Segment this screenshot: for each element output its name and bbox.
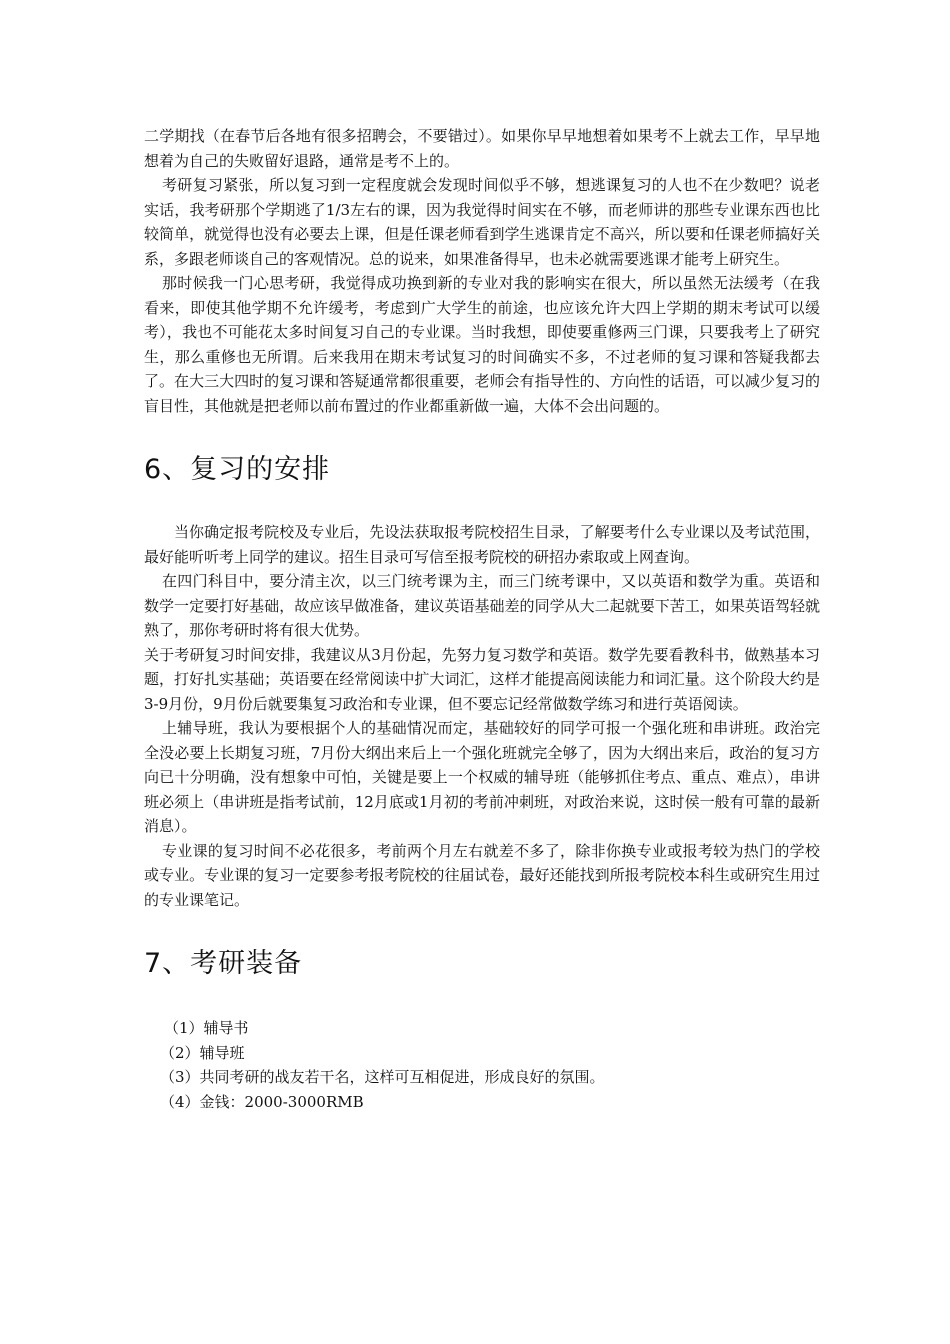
list-item: （4）金钱：2000-3000RMB	[160, 1092, 364, 1111]
document-body	[144, 124, 820, 1114]
list-item: （2）辅导班	[160, 1043, 245, 1062]
paragraph-major-course: 专业课的复习时间不必花很多，考前两个月左右就差不多了，除非你换专业或报考较为热门的学校或专业。专业课的复习一定要参考报考院校的往届试卷，最好还能找到所报考院校本科生或研究生用过的专业课笔记。	[144, 841, 820, 909]
paragraph-admission-catalog: 当你确定报考院校及专业后，先设法获取报考院校招生目录，了解要考什么专业课以及考试范围，最好能听听考上同学的建议。招生目录可写信至报考院校的研招办索取或上网查询。	[144, 523, 820, 566]
paragraph-subject-priority: 在四门科目中，要分清主次，以三门统考课为主，而三门统考课中，又以英语和数学为重。英语和数学一定要打好基础，故应该早做准备，建议英语基础差的同学从大二起就要下苦工，如果英语驾轻就熟了，那你考研时将有很大优势。	[144, 572, 820, 639]
list-item: （3）共同考研的战友若干名，这样可互相促进，形成良好的氛围。	[160, 1068, 605, 1086]
paragraph-final-exam: 那时候我一门心思考研，我觉得成功换到新的专业对我的影响实在很大，所以虽然无法缓考（在我看来，即使其他学期不允许缓考，考虑到广大学生的前途，也应该允许大四上学期的期末考试可以缓考），我也不可能花太多时间复习自己的专业课。当时我想，即使要重修两三门课，只要我考上了研究生，那么重修也无所谓。后来我用在期末考试复习的时间确实不多，不过老师的复习课和答疑我都去了。在大三大四时的复习课和答疑通常都很重要，老师会有指导性的、方向性的话语，可以减少复习的盲目性，其他就是把老师以前布置过的作业都重新做一遍，大体不会出问题的。	[144, 274, 820, 415]
section-heading-equipment: 7、考研装备	[144, 948, 303, 979]
list-item: （1）辅导书	[164, 1019, 249, 1037]
section-heading-review-schedule: 6、复习的安排	[144, 454, 331, 485]
equipment-list	[144, 1016, 820, 1114]
paragraph-skip-class: 考研复习紧张，所以复习到一定程度就会发现时间似乎不够，想逃课复习的人也不在少数吧？说老实话，我考研那个学期逃了1/3左右的课，因为我觉得时间实在不够，而老师讲的那些专业课东西也比较简单，就觉得也没有必要去上课，但是任课老师看到学生逃课肯定不高兴，所以要和任课老师搞好关系，多跟老师谈自己的客观情况。总的说来，如果准备得早，也未必就需要逃课才能考上研究生。	[144, 176, 820, 268]
paragraph-tutoring-class: 上辅导班，我认为要根据个人的基础情况而定，基础较好的同学可报一个强化班和串讲班。政治完全没必要上长期复习班，7月份大纲出来后上一个强化班就完全够了，因为大纲出来后，政治的复习方向已十分明确，没有想象中可怕，关键是要上一个权威的辅导班（能够抓住考点、重点、难点），串讲班必须上（串讲班是指考试前，12月底或1月初的考前冲刺班，对政治来说，这时侯一般有可靠的最新消息）。	[144, 719, 820, 835]
paragraph-time-plan: 关于考研复习时间安排，我建议从3月份起，先努力复习数学和英语。数学先要看教科书，做熟基本习题，打好扎实基础；英语要在经常阅读中扩大词汇，这样才能提高阅读能力和词汇量。这个阶段大约是3-9月份，9月份后就要集复习政治和专业课，但不要忘记经常做数学练习和进行英语阅读。	[144, 645, 820, 713]
paragraph-continuation: 二学期找（在春节后各地有很多招聘会，不要错过）。如果你早早地想着如果考不上就去工作，早早地想着为自己的失败留好退路，通常是考不上的。	[144, 127, 820, 170]
